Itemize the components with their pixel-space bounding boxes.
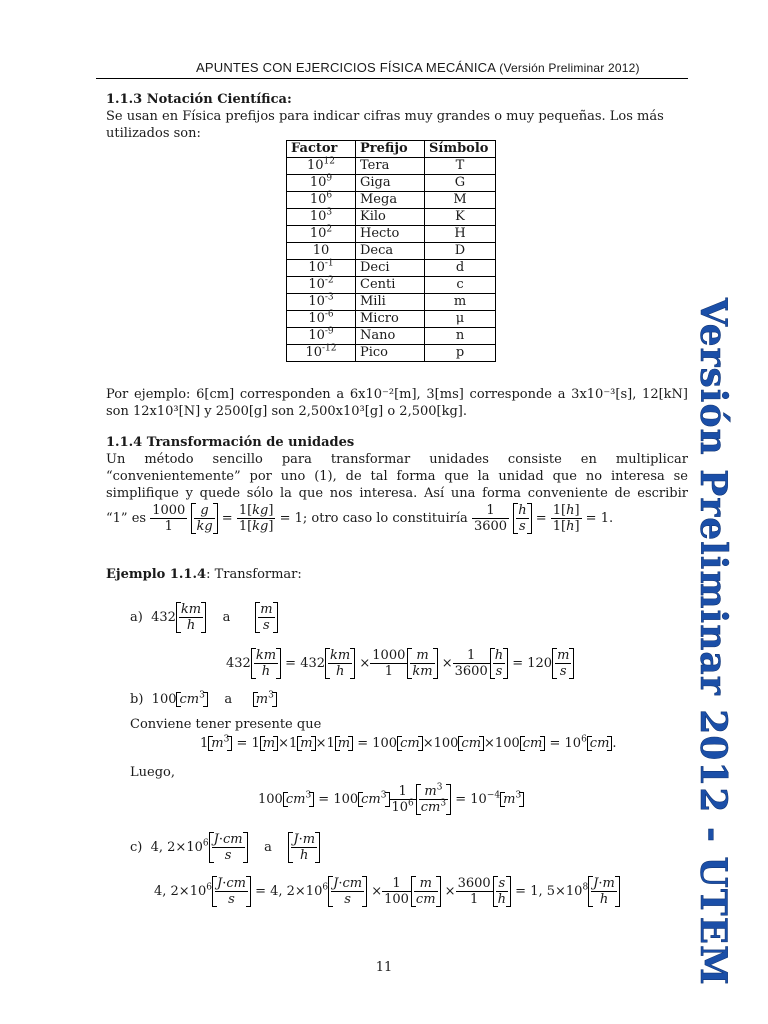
factor-cell: $10^{-1}$	[287, 260, 356, 277]
prefix-cell: Centi	[356, 277, 425, 294]
symbol-cell: m	[425, 294, 496, 311]
example-114-title-rest: : Transformar:	[206, 567, 302, 582]
factor-cell: $10^6$	[287, 192, 356, 209]
factor-cell: 10	[287, 243, 356, 260]
section-title-113: 1.1.3 Notación Científica:	[106, 92, 292, 107]
table-row	[287, 192, 496, 209]
item-b-solution: 100 $cm^3 = 100$ $cm^3$ $\frac{1}{10^6}$ $\frac{m^3}{cm^3}$ = $10^{-4}$ $m^3$	[258, 784, 524, 815]
symbol-cell: T	[425, 158, 496, 175]
symbol-cell: d	[425, 260, 496, 277]
table-row	[287, 226, 496, 243]
header-title: APUNTES CON EJERCICIOS FÍSICA MECÁNICA	[196, 60, 496, 75]
prefix-cell: Hecto	[356, 226, 425, 243]
prefix-cell: Deci	[356, 260, 425, 277]
table-row	[287, 294, 496, 311]
table-row	[287, 328, 496, 345]
prefix-cell: Pico	[356, 345, 425, 362]
symbol-cell: G	[425, 175, 496, 192]
prefix-cell: Micro	[356, 311, 425, 328]
page-number: 11	[375, 960, 393, 975]
prefix-cell: Mega	[356, 192, 425, 209]
table-row	[287, 158, 496, 175]
table-row	[287, 243, 496, 260]
conviene-text: Conviene tener presente que	[130, 717, 322, 732]
item-a-label: a)	[130, 610, 143, 625]
factor-cell: $10^{-6}$	[287, 311, 356, 328]
bracket-h-s: $\frac{h}{s}$	[513, 503, 531, 534]
section-114-line-1: Un método sencillo para transformar unidades consiste en multiplicar	[106, 452, 688, 467]
symbol-cell: n	[425, 328, 496, 345]
factor-cell: $10^3$	[287, 209, 356, 226]
prefix-cell: Deca	[356, 243, 425, 260]
symbol-cell: c	[425, 277, 496, 294]
symbol-cell: p	[425, 345, 496, 362]
factor-cell: $10^{12}$	[287, 158, 356, 175]
prefix-cell: Kilo	[356, 209, 425, 226]
item-b-statement: b) 100 $cm^3$ a $m^3$	[130, 692, 277, 707]
symbol-cell: H	[425, 226, 496, 243]
item-b-label: b)	[130, 692, 144, 707]
table-row	[287, 175, 496, 192]
other-case-text: ; otro caso lo constituiría	[302, 511, 468, 526]
one-prefix-text: “1” es	[106, 511, 147, 526]
header-factor: Factor	[287, 141, 356, 158]
frac-1kg-1kg: $\frac{1[kg]}{1[kg]}$	[238, 503, 274, 534]
section-113-intro: Se usan en Física prefijos para indicar cifras muy grandes o muy pequeñas. Los más utilizados son:	[106, 109, 664, 141]
factor-cell: $10^9$	[287, 175, 356, 192]
prefix-table-body	[287, 158, 496, 362]
header-rule	[96, 78, 688, 79]
table-row	[287, 311, 496, 328]
factor-cell: $10^{-2}$	[287, 277, 356, 294]
luego-text: Luego,	[130, 765, 175, 780]
prefix-table-header	[287, 141, 496, 158]
prefix-cell: Mili	[356, 294, 425, 311]
unity-fraction-line: “1” es $\frac{1000}{1}$ $\frac{g}{kg}$ = $\frac{1[kg]}{1[kg]}$ = 1; otro caso lo constituiría $\frac{1}{3600}$ $\frac{h}{s}$ = $\frac{1[h]}{1[h]}$ = 1.	[106, 503, 614, 534]
factor-cell: $10^{-3}$	[287, 294, 356, 311]
factor-cell: $10^{-9}$	[287, 328, 356, 345]
symbol-cell: μ	[425, 311, 496, 328]
table-row	[287, 260, 496, 277]
header-prefix: Prefijo	[356, 141, 425, 158]
item-b-identity: 1 $m^3 = 1$ m ×1 m ×1 m = 100 cm ×100 cm ×100 cm = $10^6$ cm .	[200, 734, 617, 751]
vertical-watermark: Versión Preliminar 2012 - UTEM	[692, 298, 734, 986]
frac-1000-1: $\frac{1000}{1}$	[152, 503, 186, 534]
section-114-line-3: simplifique y quede sólo la que nos interesa. Así una forma conveniente de escribir	[106, 486, 688, 501]
section-114-line-2: “convenientemente” por uno (1), de tal forma que la unidad que no interesa se	[106, 469, 688, 484]
prefix-cell: Tera	[356, 158, 425, 175]
table-row	[287, 277, 496, 294]
example-114-heading	[106, 566, 302, 583]
header-version: (Versión Preliminar 2012)	[499, 61, 640, 75]
frac-1-3600: $\frac{1}{3600}$	[473, 503, 508, 534]
prefix-table	[286, 140, 496, 362]
item-c-solution: 4, $2\times 10^6$ $\frac{J\cdot cm}{s}$ = 4, $2\times 10^6$ $\frac{J\cdot cm}{s}$ × $\frac{1}{100}$ $\frac{m}{cm}$ × $\frac{3600}{1}$ $\frac{s}{h}$ = 1, $5\times 10^8$ $\frac{J\cdot m}{h}$	[154, 876, 620, 907]
table-row	[287, 345, 496, 362]
item-c-label: c)	[130, 840, 143, 855]
running-header	[196, 60, 686, 75]
item-a-solution: 432 $\frac{km}{h}$ = 432 $\frac{km}{h}$ × $\frac{1000}{1}$ $\frac{m}{km}$ × $\frac{1}{3600}$ $\frac{h}{s}$ = 120 $\frac{m}{s}$	[226, 648, 574, 679]
symbol-cell: D	[425, 243, 496, 260]
header-symbol: Símbolo	[425, 141, 496, 158]
prefix-cell: Giga	[356, 175, 425, 192]
symbol-cell: M	[425, 192, 496, 209]
factor-cell: $10^{-12}$	[287, 345, 356, 362]
example-114-title: Ejemplo 1.1.4	[106, 567, 207, 582]
item-c-statement: c) 4, $2\times 10^6$ $\frac{J\cdot cm}{s}$ a $\frac{J\cdot m}{h}$	[130, 832, 320, 863]
example-line-1: Por ejemplo: 6[cm] corresponden a 6x10⁻²[m], 3[ms] corresponde a 3x10⁻³[s], 12[kN]	[106, 387, 688, 402]
prefix-cell: Nano	[356, 328, 425, 345]
item-a-statement: a) 432 $\frac{km}{h}$ a $\frac{m}{s}$	[130, 602, 278, 633]
example-line-2: son 12x10³[N] y 2500[g] son 2,500x10³[g] o 2,500[kg].	[106, 404, 467, 419]
table-row	[287, 209, 496, 226]
bracket-g-kg: $\frac{g}{kg}$	[191, 503, 217, 534]
factor-cell: $10^2$	[287, 226, 356, 243]
symbol-cell: K	[425, 209, 496, 226]
section-title-114: 1.1.4 Transformación de unidades	[106, 435, 355, 450]
frac-1h-1h: $\frac{1[h]}{1[h]}$	[552, 503, 580, 534]
